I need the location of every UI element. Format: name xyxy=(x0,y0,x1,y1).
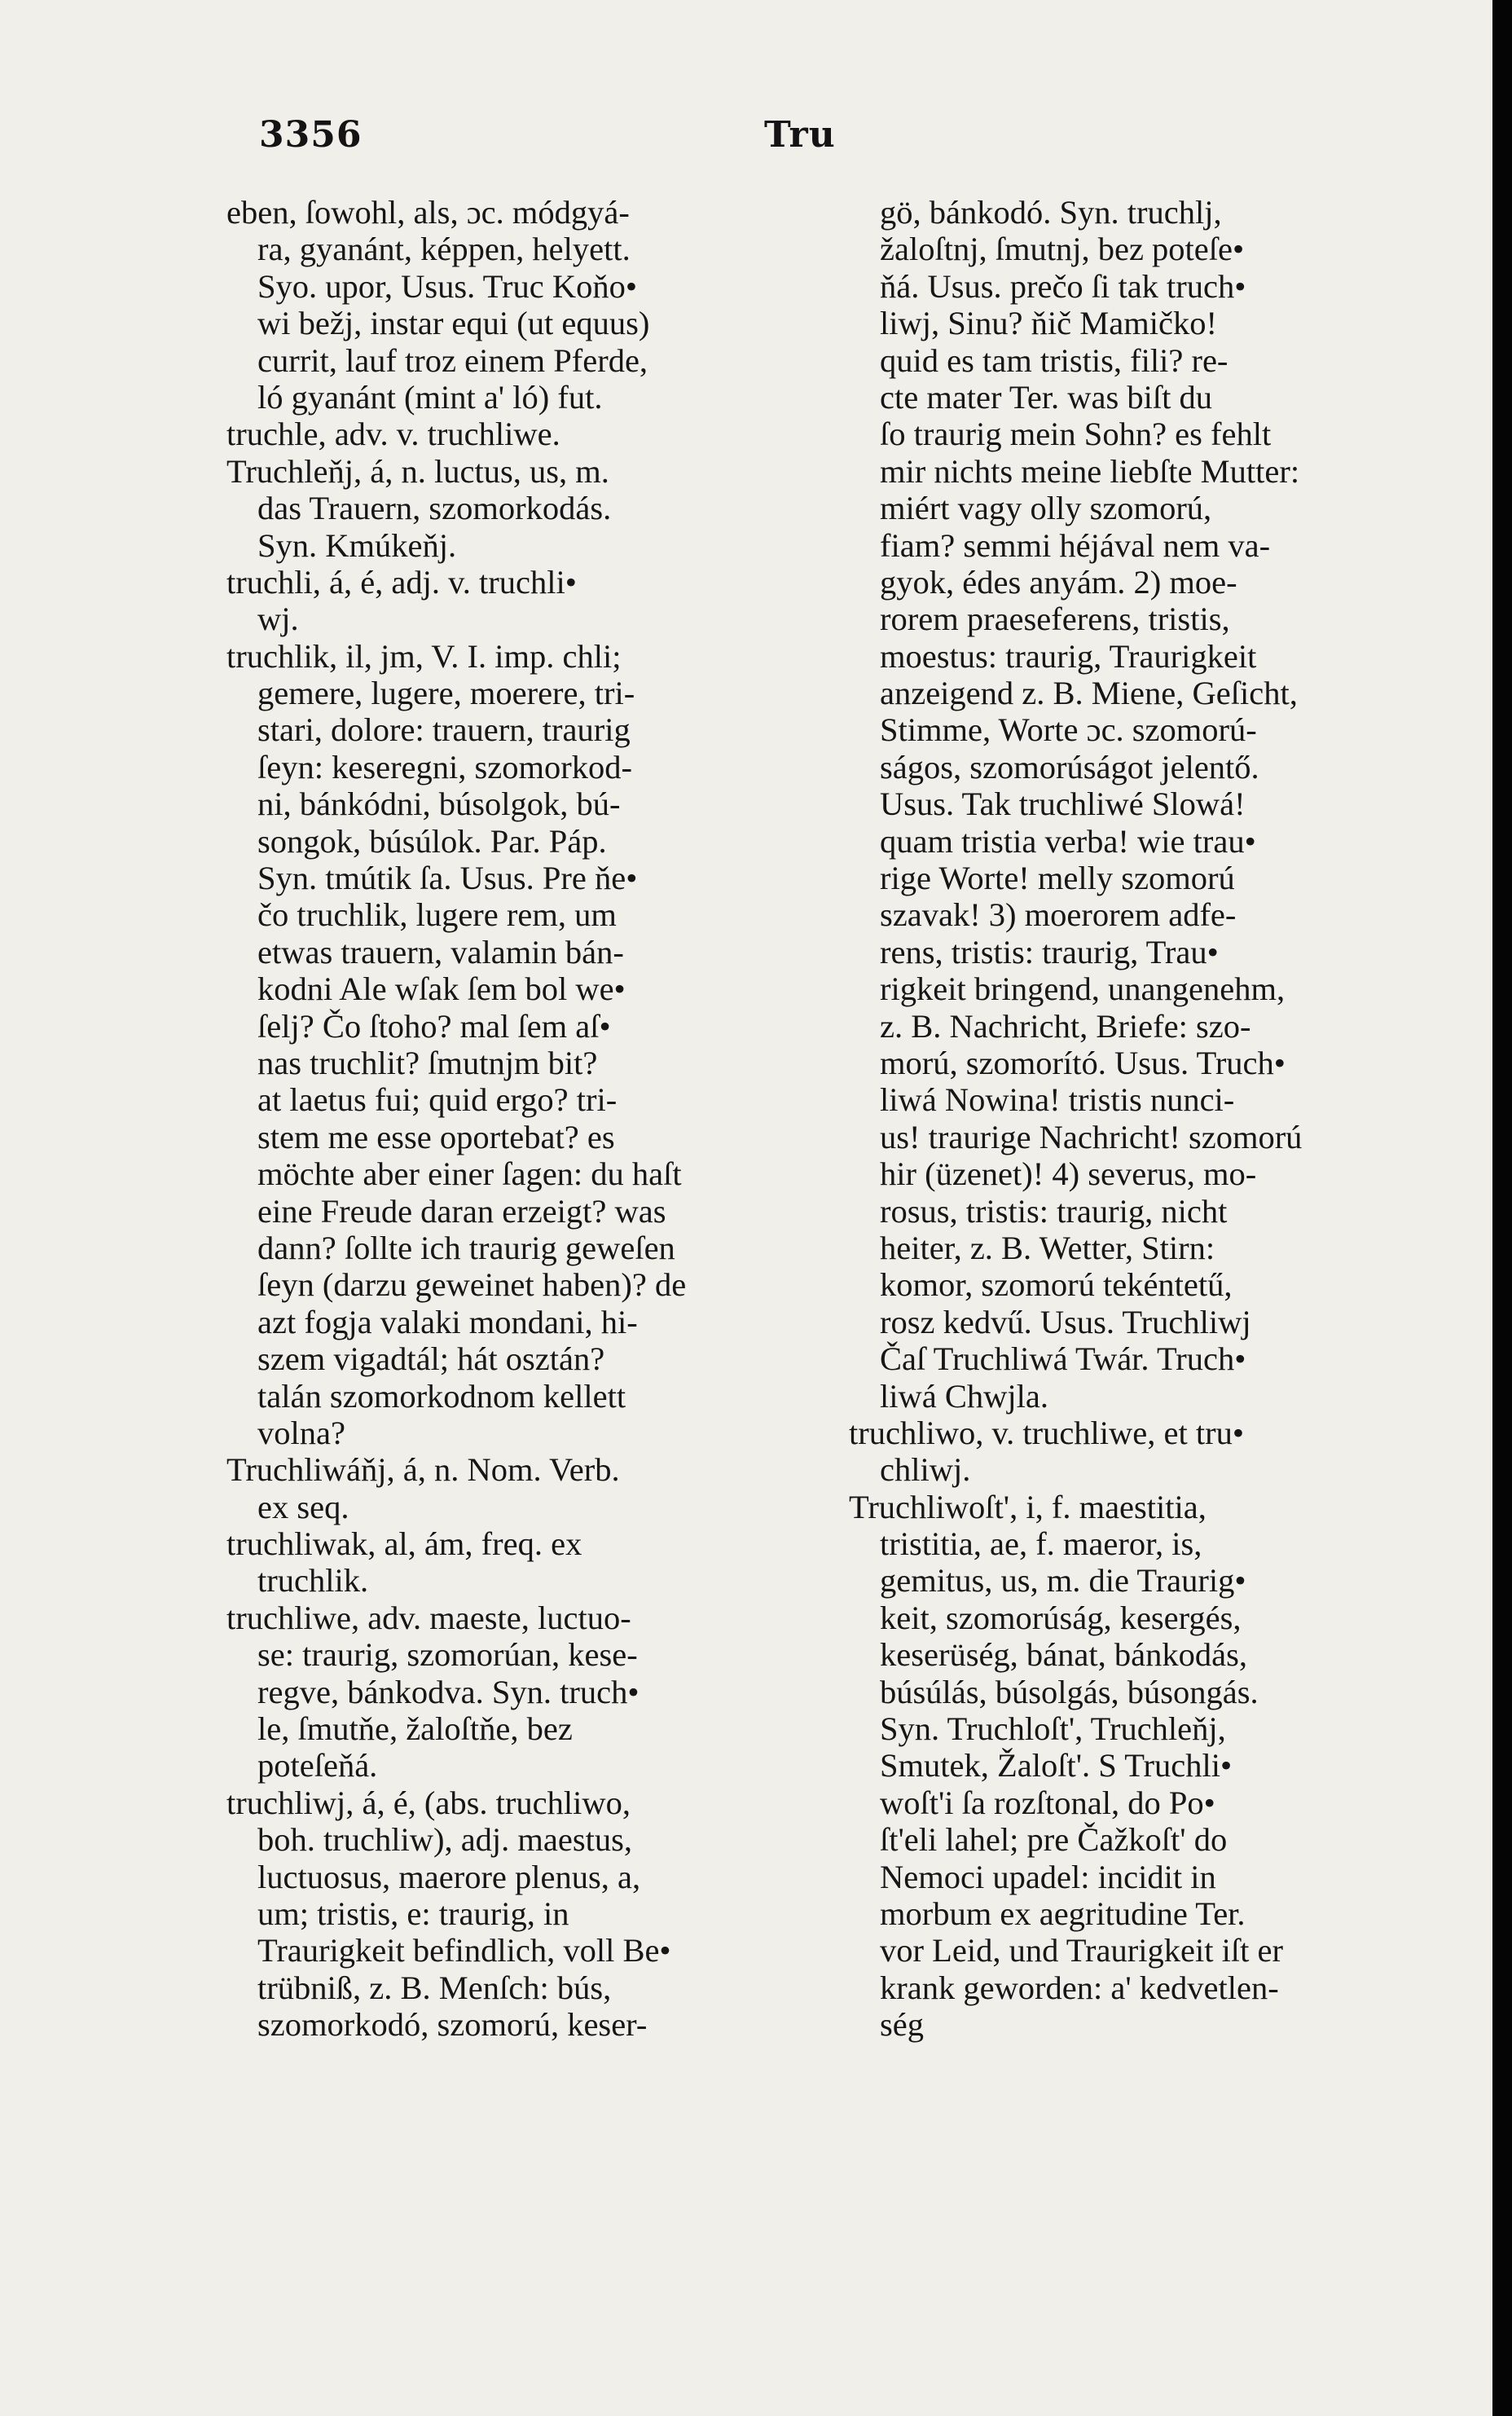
entry-line: morbum ex aegritudine Ter. xyxy=(880,1895,1246,1932)
entry-line: ni, bánkódni, búsolgok, bú- xyxy=(257,786,621,823)
entry-line: Syn. tmútik ſa. Usus. Pre ňe• xyxy=(257,860,638,897)
entry-line: Traurigkeit befindlich, voll Be• xyxy=(257,1932,671,1969)
scan-edge xyxy=(1492,0,1512,2416)
entry-line: songok, búsúlok. Par. Páp. xyxy=(257,822,607,860)
entry-line: rosz kedvű. Usus. Truchliwj xyxy=(880,1303,1251,1340)
entry-line: volna? xyxy=(257,1414,345,1451)
entry-line: us! traurige Nachricht! szomorú xyxy=(880,1118,1303,1155)
entry-line: liwá Nowina! tristis nunci- xyxy=(880,1081,1235,1119)
entry-line: luctuosus, maerore plenus, a, xyxy=(257,1858,641,1895)
entry-line: regve, bánkodva. Syn. truch• xyxy=(257,1673,640,1710)
entry-line: ra, gyanánt, képpen, helyett. xyxy=(257,231,631,268)
entry-line: heiter, z. B. Wetter, Stirn: xyxy=(880,1229,1215,1266)
entry-line: poteſeňá. xyxy=(257,1747,378,1784)
entry-line: ňá. Usus. prečo ſi tak truch• xyxy=(880,267,1246,305)
entry-line: morú, szomorító. Usus. Truch• xyxy=(880,1044,1286,1081)
entry-line: ség xyxy=(880,2006,924,2044)
entry-line: stari, dolore: trauern, traurig xyxy=(257,711,631,749)
entry-line: woſt'i ſa rozſtonal, do Po• xyxy=(880,1784,1215,1821)
entry-line: szem vigadtál; hát osztán? xyxy=(257,1340,605,1378)
entry-line: eben, ſowohl, als, ɔc. módgyá- xyxy=(226,194,630,231)
entry-line: wj. xyxy=(257,601,299,638)
entry-line: čo truchlik, lugere rem, um xyxy=(257,896,617,934)
entry-line: truchliwj, á, é, (abs. truchliwo, xyxy=(226,1784,631,1821)
entry-line: tristitia, ae, f. maeror, is, xyxy=(880,1525,1202,1563)
entry-line: ló gyanánt (mint a' ló) fut. xyxy=(257,378,603,416)
entry-line: truchliwo, v. truchliwe, et tru• xyxy=(849,1414,1245,1451)
entry-line: quam tristia verba! wie trau• xyxy=(880,822,1256,860)
entry-line: komor, szomorú tekéntetű, xyxy=(880,1266,1233,1304)
entry-line: gemitus, us, m. die Traurig• xyxy=(880,1562,1246,1600)
entry-line: fiam? semmi héjával nem va- xyxy=(880,526,1271,564)
entry-line: at laetus fui; quid ergo? tri- xyxy=(257,1081,618,1119)
entry-line: currit, lauf troz einem Pferde, xyxy=(257,341,648,379)
entry-line: ex seq. xyxy=(257,1488,349,1525)
entry-line: truchli, á, é, adj. v. truchli• xyxy=(226,563,577,601)
entry-line: Syn. Kmúkeňj. xyxy=(257,526,457,564)
entry-line: Čaſ Truchliwá Twár. Truch• xyxy=(880,1340,1246,1378)
page-number: 3356 xyxy=(259,114,363,156)
entry-line: keserüség, bánat, bánkodás, xyxy=(880,1636,1247,1674)
entry-line: vor Leid, und Traurigkeit iſt er xyxy=(880,1932,1283,1969)
entry-line: rige Worte! melly szomorú xyxy=(880,860,1235,897)
entry-line: quid es tam tristis, fili? re- xyxy=(880,341,1228,379)
entry-line: Usus. Tak truchliwé Slowá! xyxy=(880,786,1246,823)
entry-line: das Trauern, szomorkodás. xyxy=(257,490,612,527)
entry-line: ſeyn: keseregni, szomorkod- xyxy=(257,748,632,786)
entry-line: ságos, szomorúságot jelentő. xyxy=(880,748,1259,786)
entry-line: truchlik, il, jm, V. I. imp. chli; xyxy=(226,637,622,675)
entry-line: ſo traurig mein Sohn? es fehlt xyxy=(880,416,1272,453)
entry-line: Truchliwoſt', i, f. maestitia, xyxy=(849,1488,1207,1525)
entry-line: Stimme, Worte ɔc. szomorú- xyxy=(880,711,1257,749)
entry-line: rorem praeseferens, tristis, xyxy=(880,601,1230,638)
entry-line: Truchleňj, á, n. luctus, us, m. xyxy=(226,452,609,490)
entry-line: Smutek, Žaloſt'. S Truchli• xyxy=(880,1747,1233,1784)
entry-line: cte mater Ter. was biſt du xyxy=(880,378,1213,416)
entry-line: krank geworden: a' kedvetlen- xyxy=(880,1969,1279,2006)
entry-line: truchliwe, adv. maeste, luctuo- xyxy=(226,1599,631,1636)
entry-line: eine Freude daran erzeigt? was xyxy=(257,1192,666,1230)
entry-line: hir (üzenet)! 4) severus, mo- xyxy=(880,1155,1257,1193)
entry-line: nas truchlit? ſmutnjm bit? xyxy=(257,1044,598,1081)
entry-line: keit, szomorúság, kesergés, xyxy=(880,1599,1242,1636)
entry-line: gyok, édes anyám. 2) moe- xyxy=(880,563,1237,601)
entry-line: moestus: traurig, Traurigkeit xyxy=(880,637,1257,675)
entry-line: truchlik. xyxy=(257,1562,369,1600)
entry-line: žaloſtnj, ſmutnj, bez poteſe• xyxy=(880,231,1245,268)
entry-line: szavak! 3) moerorem adfe- xyxy=(880,896,1237,934)
entry-line: le, ſmutňe, žaloſtňe, bez xyxy=(257,1710,573,1748)
entry-line: dann? ſollte ich traurig geweſen xyxy=(257,1229,675,1266)
entry-line: um; tristis, e: traurig, in xyxy=(257,1895,569,1932)
entry-line: búsúlás, búsolgás, búsongás. xyxy=(880,1673,1259,1710)
entry-line: Syn. Truchloſt', Truchleňj, xyxy=(880,1710,1226,1748)
entry-line: liwá Chwjla. xyxy=(880,1377,1048,1415)
entry-line: gemere, lugere, moerere, tri- xyxy=(257,675,635,712)
entry-line: chliwj. xyxy=(880,1451,971,1489)
entry-line: etwas trauern, valamin bán- xyxy=(257,933,624,970)
entry-line: truchle, adv. v. truchliwe. xyxy=(226,416,560,453)
entry-line: stem me esse oportebat? es xyxy=(257,1118,615,1155)
entry-line: wi bežj, instar equi (ut equus) xyxy=(257,305,650,342)
entry-line: szomorkodó, szomorú, keser- xyxy=(257,2006,648,2044)
guide-word: Tru xyxy=(764,114,836,156)
entry-line: möchte aber einer ſagen: du haſt xyxy=(257,1155,682,1193)
entry-line: Truchliwáňj, á, n. Nom. Verb. xyxy=(226,1451,620,1489)
entry-line: azt fogja valaki mondani, hi- xyxy=(257,1303,638,1340)
entry-line: z. B. Nachricht, Briefe: szo- xyxy=(880,1007,1251,1045)
entry-line: truchliwak, al, ám, freq. ex xyxy=(226,1525,582,1563)
entry-line: trübniß, z. B. Menſch: bús, xyxy=(257,1969,612,2006)
entry-line: ſt'eli lahel; pre Čažkoſt' do xyxy=(880,1821,1228,1859)
left-column xyxy=(226,194,829,2044)
entry-line: kodni Ale wſak ſem bol we• xyxy=(257,970,626,1008)
entry-line: anzeigend z. B. Miene, Geſicht, xyxy=(880,675,1298,712)
entry-line: boh. truchliw), adj. maestus, xyxy=(257,1821,633,1859)
entry-line: liwj, Sinu? ňič Mamičko! xyxy=(880,305,1217,342)
entry-line: mir nichts meine liebſte Mutter: xyxy=(880,452,1300,490)
entry-line: rens, tristis: traurig, Trau• xyxy=(880,933,1219,970)
entry-line: Nemoci upadel: incidit in xyxy=(880,1858,1216,1895)
entry-line: se: traurig, szomorúan, kese- xyxy=(257,1636,638,1674)
entry-line: Syo. upor, Usus. Truc Koňo• xyxy=(257,267,638,305)
entry-line: rigkeit bringend, unangenehm, xyxy=(880,970,1286,1008)
right-column xyxy=(849,194,1450,2044)
entry-line: miért vagy olly szomorú, xyxy=(880,490,1212,527)
entry-line: ſeyn (darzu geweinet haben)? de xyxy=(257,1266,687,1304)
entry-line: gö, bánkodó. Syn. truchlj, xyxy=(880,194,1222,231)
entry-line: ſelj? Čo ſtoho? mal ſem aſ• xyxy=(257,1007,611,1045)
entry-line: rosus, tristis: traurig, nicht xyxy=(880,1192,1228,1230)
entry-line: talán szomorkodnom kellett xyxy=(257,1377,626,1415)
